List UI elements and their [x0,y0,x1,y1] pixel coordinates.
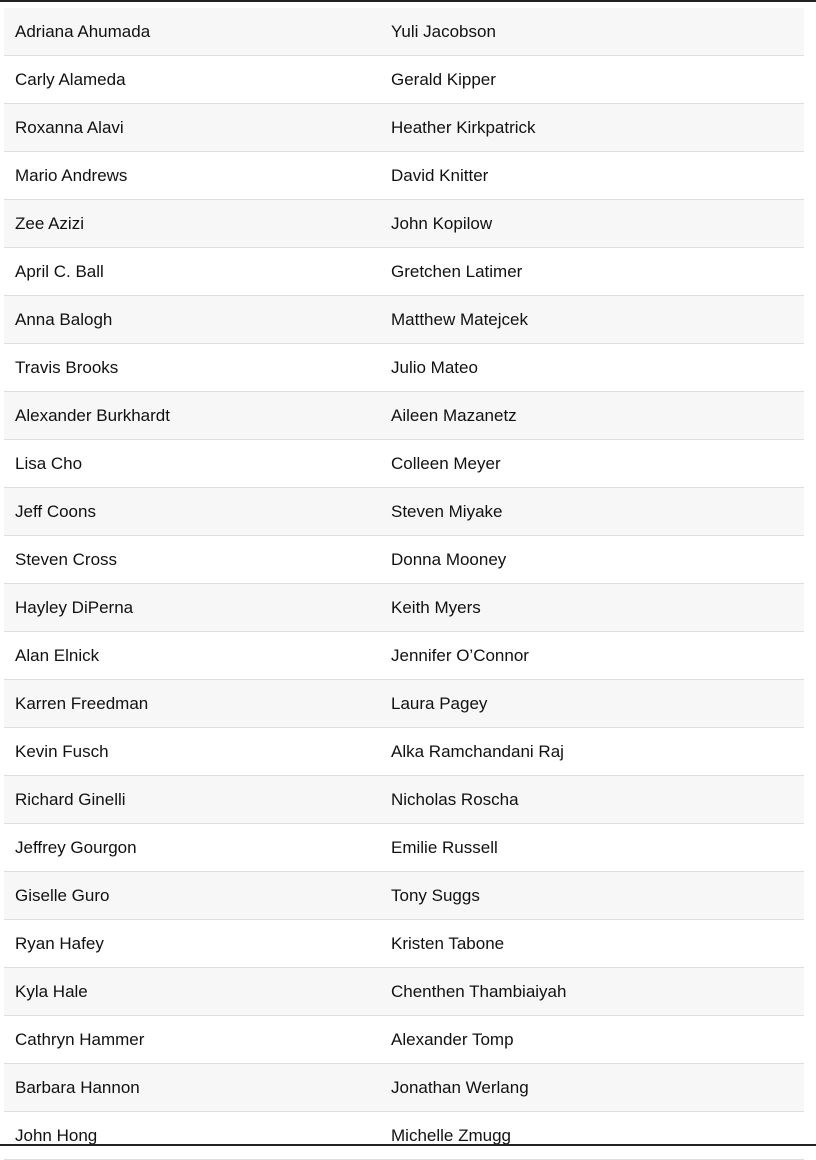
table-row [4,296,804,344]
table-row [4,728,804,776]
name-cell: Donna Mooney [380,536,804,584]
name-cell: Jennifer O’Connor [380,632,804,680]
name-cell: Gerald Kipper [380,56,804,104]
name-cell: Julio Mateo [380,344,804,392]
name-cell: Laura Pagey [380,680,804,728]
name-cell: Nicholas Roscha [380,776,804,824]
names-table-body [4,8,804,1160]
name-cell: Richard Ginelli [4,776,380,824]
table-row [4,1064,804,1112]
table-row [4,920,804,968]
name-cell: Emilie Russell [380,824,804,872]
name-cell: Anna Balogh [4,296,380,344]
name-cell: Yuli Jacobson [380,8,804,56]
table-row [4,1016,804,1064]
name-cell: Jonathan Werlang [380,1064,804,1112]
name-cell: John Kopilow [380,200,804,248]
name-cell: April C. Ball [4,248,380,296]
name-cell: John Hong [4,1112,380,1160]
table-row [4,104,804,152]
name-cell: Kristen Tabone [380,920,804,968]
table-row [4,488,804,536]
name-cell: Adriana Ahumada [4,8,380,56]
name-cell: Alexander Burkhardt [4,392,380,440]
table-row [4,392,804,440]
name-cell: Alka Ramchandani Raj [380,728,804,776]
name-cell: Gretchen Latimer [380,248,804,296]
table-row [4,824,804,872]
name-cell: Alexander Tomp [380,1016,804,1064]
name-cell: Keith Myers [380,584,804,632]
name-cell: Alan Elnick [4,632,380,680]
name-cell: Ryan Hafey [4,920,380,968]
name-cell: Lisa Cho [4,440,380,488]
table-row [4,968,804,1016]
table-row [4,152,804,200]
table-row [4,56,804,104]
table-row [4,680,804,728]
name-cell: Steven Miyake [380,488,804,536]
name-cell: Michelle Zmugg [380,1112,804,1160]
name-cell: Zee Azizi [4,200,380,248]
name-cell: Giselle Guro [4,872,380,920]
name-cell: Jeffrey Gourgon [4,824,380,872]
name-cell: Hayley DiPerna [4,584,380,632]
name-cell: Colleen Meyer [380,440,804,488]
name-cell: Aileen Mazanetz [380,392,804,440]
name-cell: Chenthen Thambiaiyah [380,968,804,1016]
name-cell: Steven Cross [4,536,380,584]
top-border [0,0,816,2]
name-cell: David Knitter [380,152,804,200]
table-row [4,632,804,680]
name-cell: Barbara Hannon [4,1064,380,1112]
name-cell: Tony Suggs [380,872,804,920]
name-cell: Cathryn Hammer [4,1016,380,1064]
name-cell: Jeff Coons [4,488,380,536]
table-row [4,872,804,920]
table-row [4,776,804,824]
name-cell: Kyla Hale [4,968,380,1016]
name-cell: Kevin Fusch [4,728,380,776]
name-cell: Matthew Matejcek [380,296,804,344]
names-table [4,8,804,1160]
table-row [4,8,804,56]
name-cell: Carly Alameda [4,56,380,104]
name-cell: Travis Brooks [4,344,380,392]
name-cell: Karren Freedman [4,680,380,728]
table-row [4,584,804,632]
name-cell: Mario Andrews [4,152,380,200]
name-cell: Roxanna Alavi [4,104,380,152]
table-row [4,344,804,392]
name-cell: Heather Kirkpatrick [380,104,804,152]
table-row [4,440,804,488]
table-row [4,200,804,248]
table-row [4,536,804,584]
table-row [4,248,804,296]
table-row [4,1112,804,1160]
